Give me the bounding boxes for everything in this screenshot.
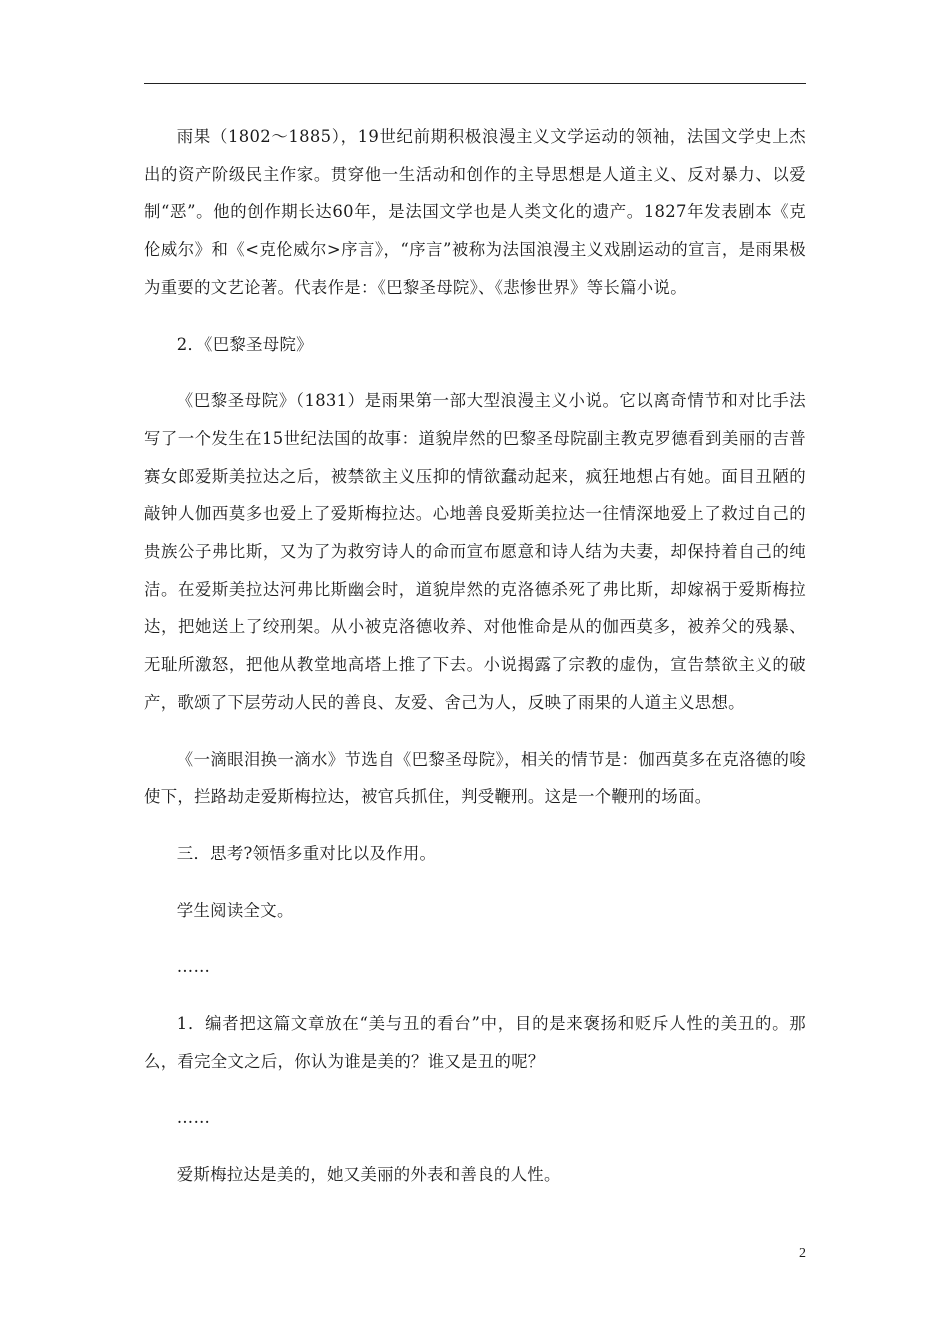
paragraph-read-instruction: 学生阅读全文。 [176,900,294,920]
page-number: 2 [799,1246,806,1261]
header-rule [144,83,806,84]
answer-esmeralda: 爱斯梅拉达是美的，她又美丽的外表和善良的人性。 [176,1165,561,1185]
question-1: 1．编者把这篇文章放在“美与丑的看台”中，目的是来褒扬和贬斥人性的美丑的。那么，看完全文之后，你认为谁是美的？谁又是丑的呢？ [144,1014,806,1071]
paragraph-hugo-bio: 雨果（1802～1885），19世纪前期积极浪漫主义文学运动的领袖，法国文学史上杰出的资产阶级民主作家。贯穿他一生活动和创作的主导思想是人道主义、反对暴力、以爱制“恶”。他的创作期长达60年，是法国文学也是人类文化的遗产。1827年发表剧本《克伦威尔》和《<克伦威尔>序言》，“序言”被称为法国浪漫主义戏剧运动的宣言，是雨果极为重要的文艺论著。代表作是：《巴黎圣母院》、《悲惨世界》等长篇小说。 [144,127,806,297]
section-heading-think: 三．思考?领悟多重对比以及作用。 [176,843,437,863]
ellipsis: …… [176,1108,211,1128]
section-heading-notre-dame: 2．《巴黎圣母院》 [176,334,313,354]
page-body [144,118,806,1194]
paragraph-notre-dame-summary: 《巴黎圣母院》（1831）是雨果第一部大型浪漫主义小说。它以离奇情节和对比手法写了一个发生在15世纪法国的故事：道貌岸然的巴黎圣母院副主教克罗德看到美丽的吉普赛女郎爱斯美拉达之后，被禁欲主义压抑的情欲蠢动起来，疯狂地想占有她。面目丑陋的敲钟人伽西莫多也爱上了爱斯梅拉达。心地善良爱斯美拉达一往情深地爱上了救过自己的贵族公子弗比斯，又为了为救穷诗人的命而宣布愿意和诗人结为夫妻，却保持着自己的纯洁。在爱斯美拉达河弗比斯幽会时，道貌岸然的克洛德杀死了弗比斯，却嫁祸于爱斯梅拉达，把她送上了绞刑架。从小被克洛德收养、对他惟命是从的伽西莫多，被养父的残暴、无耻所激怒，把他从教堂地高塔上推了下去。小说揭露了宗教的虚伪，宣告禁欲主义的破产，歌颂了下层劳动人民的善良、友爱、舍己为人，反映了雨果的人道主义思想。 [144,391,806,712]
paragraph-excerpt-context: 《一滴眼泪换一滴水》节选自《巴黎圣母院》，相关的情节是：伽西莫多在克洛德的唆使下，拦路劫走爱斯梅拉达，被官兵抓住，判受鞭刑。这是一个鞭刑的场面。 [144,749,806,807]
ellipsis: …… [176,957,211,977]
